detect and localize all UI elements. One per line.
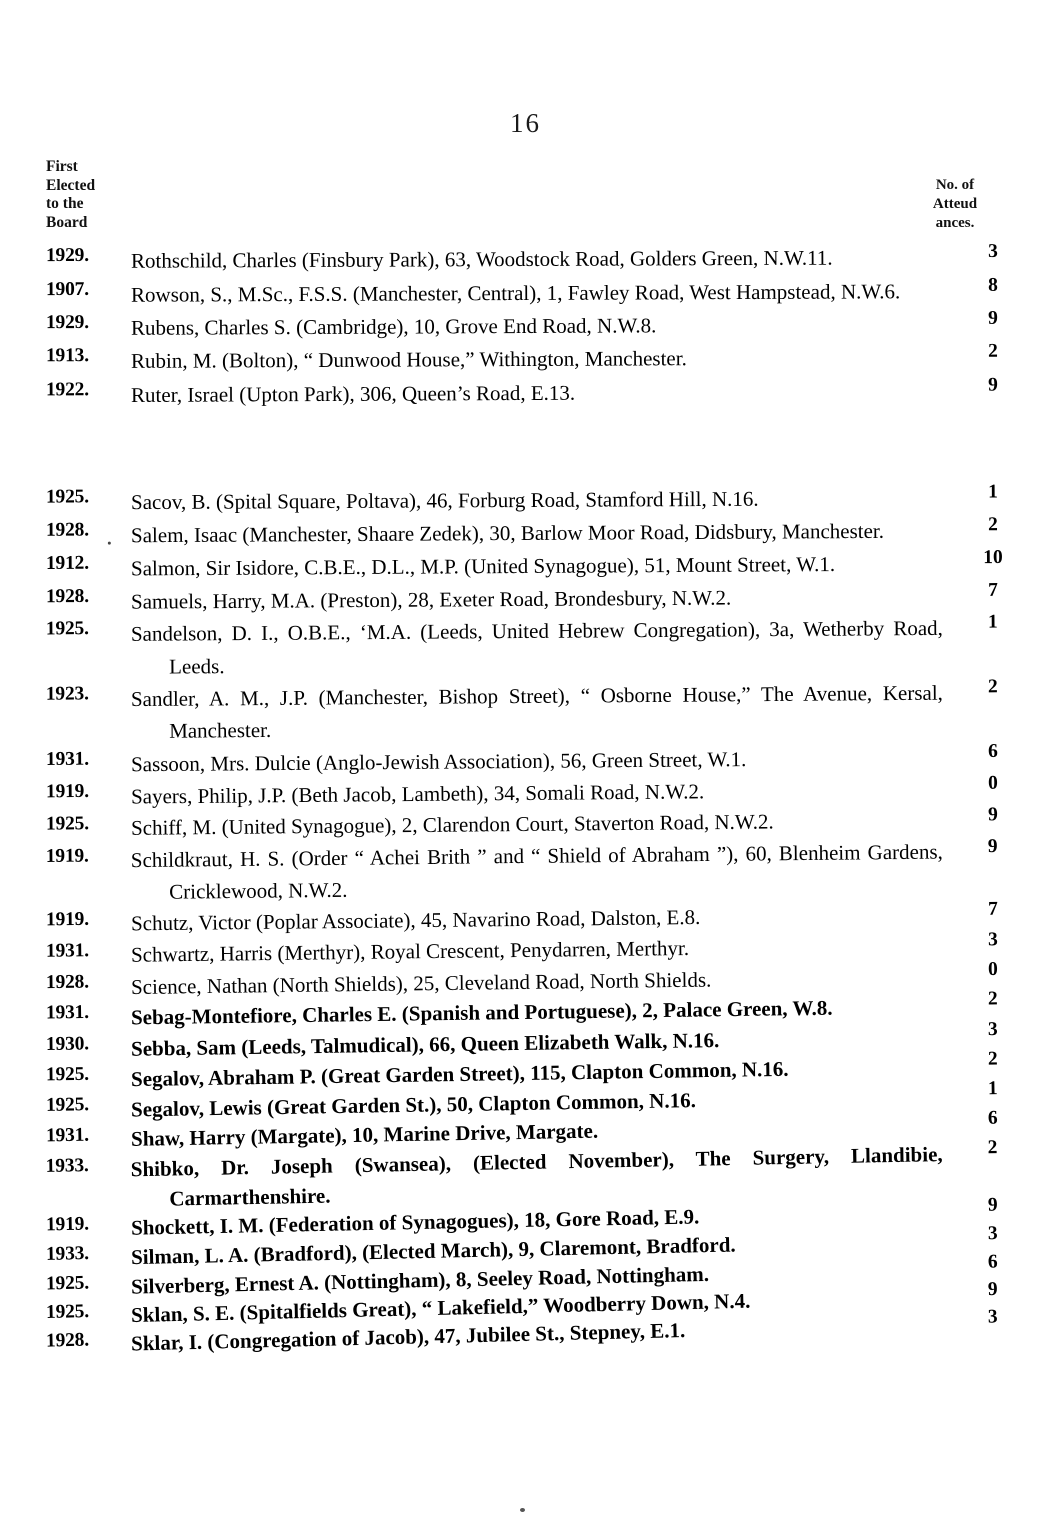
first-elected-year: 1925.	[45, 1064, 90, 1086]
attendance-count: 2	[987, 1048, 998, 1071]
first-elected-year: 1933.	[45, 1154, 89, 1177]
entry-text	[131, 375, 943, 412]
attendance-count: 3	[987, 1019, 998, 1041]
column-header-line: No. of	[935, 177, 975, 193]
first-elected-year: 1933.	[45, 1243, 90, 1266]
column-header-attendances	[890, 176, 1020, 233]
entry-text-paragraph: Ruter, Israel (Upton Park), 306, Queen’s Road, E.13.	[130, 380, 576, 407]
first-elected-year: 1928.	[45, 971, 89, 993]
first-elected-year: 1931.	[45, 940, 89, 963]
attendance-count: 6	[987, 1107, 998, 1129]
entry-text-paragraph: Schwartz, Harris (Merthyr), Royal Crescent, Penydarren, Merthyr.	[130, 936, 690, 968]
attendance-count: 9	[988, 374, 998, 396]
entry-text	[131, 677, 943, 748]
attendance-count: 9	[987, 1194, 998, 1217]
first-elected-year: 1931.	[45, 1124, 90, 1147]
entry-text-paragraph: Sklan, S. E. (Spitalfields Great), “ Lakefield,” Woodberry Down, N.4.	[130, 1288, 751, 1327]
first-elected-year: 1928.	[45, 519, 89, 541]
first-elected-year: 1925.	[45, 1272, 90, 1295]
entry-text-paragraph: Sayers, Philip, J.P. (Beth Jacob, Lambeth), 34, Somali Road, N.W.2.	[130, 779, 705, 809]
column-header-first-elected	[46, 158, 95, 232]
column-header-line: to the	[46, 195, 84, 212]
attendance-count: 3	[988, 240, 998, 262]
entry-text	[131, 241, 943, 278]
first-elected-year: 1923.	[45, 683, 89, 706]
entry-text	[131, 482, 943, 520]
entry-text-paragraph: Sebag-Montefiore, Charles E. (Spanish and Portuguese), 2, Palace Green, W.8.	[130, 996, 833, 1030]
directory-entry	[0, 341, 1051, 379]
column-header-line: Atteud	[932, 196, 978, 212]
first-elected-year: 1925.	[45, 1094, 90, 1117]
first-elected-year: 1929.	[45, 311, 89, 334]
first-elected-year: 1925.	[45, 486, 89, 508]
entry-text-paragraph: Rothschild, Charles (Finsbury Park), 63, Woodstock Road, Golders Green, N.W.11.	[130, 245, 833, 273]
entry-text-paragraph: Salmon, Sir Isidore, C.B.E., D.L., M.P. (United Synagogue), 51, Mount Street, W.1.	[130, 551, 836, 581]
first-elected-year: 1925.	[45, 618, 89, 640]
first-elected-year: 1919.	[45, 1213, 90, 1236]
attendance-count: 3	[987, 1223, 998, 1245]
attendance-count: 2	[988, 341, 998, 363]
directory-entry	[0, 374, 1051, 413]
entry-text-paragraph: Schiff, M. (United Synagogue), 2, Clarendon Court, Staverton Road, N.W.2.	[130, 809, 774, 840]
scan-speck-artifact	[108, 541, 111, 544]
entry-text	[131, 836, 944, 908]
entry-text-paragraph: Samuels, Harry, M.A. (Preston), 28, Exeter Road, Brondesbury, N.W.2.	[130, 585, 732, 614]
entry-text-paragraph: Shockett, I. M. (Federation of Synagogues), 18, Gore Road, E.9.	[130, 1204, 700, 1241]
directory-entry	[0, 274, 1051, 312]
attendance-count: 7	[987, 898, 998, 920]
entry-text-paragraph: Science, Nathan (North Shields), 25, Cleveland Road, North Shields.	[130, 967, 712, 999]
entry-text-paragraph: Shaw, Harry (Margate), 10, Marine Drive, Margate.	[130, 1118, 599, 1152]
entry-text-paragraph: Sebba, Sam (Leeds, Talmudical), 66, Queen Elizabeth Walk, N.16.	[130, 1028, 720, 1061]
attendance-count: 9	[987, 835, 998, 857]
attendance-count: 9	[987, 1278, 998, 1300]
attendance-count: 2	[987, 676, 998, 698]
first-elected-year: 1930.	[45, 1033, 90, 1056]
attendance-count: 3	[987, 1306, 998, 1328]
directory-entry	[0, 835, 1051, 909]
first-elected-year: 1931.	[45, 1002, 89, 1025]
entry-text-paragraph: Rubens, Charles S. (Cambridge), 10, Grove End Road, N.W.8.	[130, 313, 657, 340]
entry-text-paragraph: Rowson, S., M.Sc., F.S.S. (Manchester, Central), 1, Fawley Road, West Hampstead, N.W.6.	[130, 278, 901, 307]
directory-entry	[0, 308, 1051, 346]
entry-text	[131, 341, 943, 378]
entry-text	[131, 515, 943, 553]
first-elected-year: 1925.	[45, 1300, 90, 1323]
entry-text-paragraph: Sassoon, Mrs. Dulcie (Anglo-Jewish Association), 56, Green Street, W.1.	[130, 746, 747, 777]
entry-text-paragraph: Schutz, Victor (Poplar Associate), 45, Navarino Road, Dalston, E.8.	[130, 904, 701, 936]
first-elected-year: 1919.	[45, 845, 89, 867]
page-number: 16	[510, 108, 541, 138]
attendance-count: 0	[987, 958, 998, 980]
entry-text-paragraph: Sklar, I. (Congregation of Jacob), 47, Jubilee St., Stepney, E.1.	[130, 1317, 686, 1356]
attendance-count: 10	[983, 546, 1003, 569]
attendance-count: 9	[988, 307, 998, 329]
attendance-count: 1	[987, 1078, 998, 1100]
column-header-line: Elected	[46, 176, 96, 194]
attendance-count: 2	[988, 514, 998, 536]
entry-text	[131, 275, 943, 312]
entry-text-paragraph: Sandelson, D. I., O.B.E., ‘M.A. (Leeds, United Hebrew Congregation), 3a, Wetherby Road, Leeds.	[130, 616, 943, 679]
directory-entry	[0, 676, 1051, 749]
attendance-count: 7	[988, 579, 998, 601]
first-elected-year: 1925.	[45, 813, 89, 835]
attendance-count: 6	[987, 740, 998, 762]
entry-text-paragraph: Sacov, B. (Spital Square, Poltava), 46, Forburg Road, Stamford Hill, N.16.	[130, 486, 759, 515]
first-elected-year: 1919.	[45, 908, 89, 931]
first-elected-year: 1919.	[45, 780, 89, 803]
entry-text-paragraph: Rubin, M. (Bolton), “ Dunwood House,” Withington, Manchester.	[130, 346, 687, 374]
entry-text-paragraph: Shibko, Dr. Joseph (Swansea), (Elected November), The Surgery, Llandibie, Carmarthenshire.	[130, 1141, 943, 1210]
attendance-count: 6	[987, 1251, 998, 1273]
attendance-count: 3	[987, 929, 998, 951]
section-gap	[0, 410, 1051, 484]
entry-text-paragraph: Salem, Isaac (Manchester, Shaare Zedek), 30, Barlow Moor Road, Didsbury, Manchester.	[130, 518, 885, 548]
entry-text-paragraph: Segalov, Lewis (Great Garden St.), 50, Clapton Common, N.16.	[130, 1088, 697, 1122]
scan-speck-artifact	[520, 1508, 525, 1512]
attendance-count: 2	[987, 988, 998, 1011]
directory-entry	[0, 241, 1051, 279]
entry-text-paragraph: Sandler, A. M., J.P. (Manchester, Bishop Street), “ Osborne House,” The Avenue, Kersal, Manchester.	[130, 680, 943, 744]
first-elected-year: 1912.	[46, 552, 132, 575]
entry-text	[131, 308, 943, 345]
column-header-line: Board	[46, 213, 88, 231]
entry-text-paragraph: Silverberg, Ernest A. (Nottingham), 8, Seeley Road, Nottingham.	[130, 1261, 710, 1299]
attendance-count: 2	[987, 1136, 998, 1158]
attendance-count: 1	[988, 481, 998, 503]
entry-text-paragraph: Schildkraut, H. S. (Order “ Achei Brith ” and “ Shield of Abraham ”), 60, Blenheim Gardens, Cricklewood, N.W.2.	[130, 839, 943, 904]
attendance-count: 9	[987, 804, 998, 826]
directory-entry	[0, 611, 1051, 684]
first-elected-year: 1913.	[45, 345, 89, 367]
first-elected-year: 1929.	[45, 244, 89, 267]
first-elected-year: 1907.	[45, 278, 89, 300]
column-header-line: First	[46, 158, 78, 175]
attendance-count: 0	[987, 772, 998, 794]
column-header-line: ances.	[935, 215, 975, 231]
attendance-count: 1	[987, 611, 998, 633]
first-elected-year: 1922.	[45, 378, 89, 401]
entry-text-paragraph: Silman, L. A. (Bradford), (Elected March), 9, Claremont, Bradford.	[130, 1232, 736, 1270]
entry-text-paragraph: Segalov, Abraham P. (Great Garden Street), 115, Clapton Common, N.16.	[130, 1057, 789, 1092]
entry-list	[0, 240, 1051, 1356]
entry-text	[131, 612, 943, 683]
first-elected-year: 1928.	[45, 585, 89, 607]
entry-text	[131, 547, 943, 585]
first-elected-year: 1931.	[45, 748, 89, 770]
attendance-count: 8	[988, 274, 998, 296]
first-elected-year: 1928.	[45, 1329, 90, 1352]
